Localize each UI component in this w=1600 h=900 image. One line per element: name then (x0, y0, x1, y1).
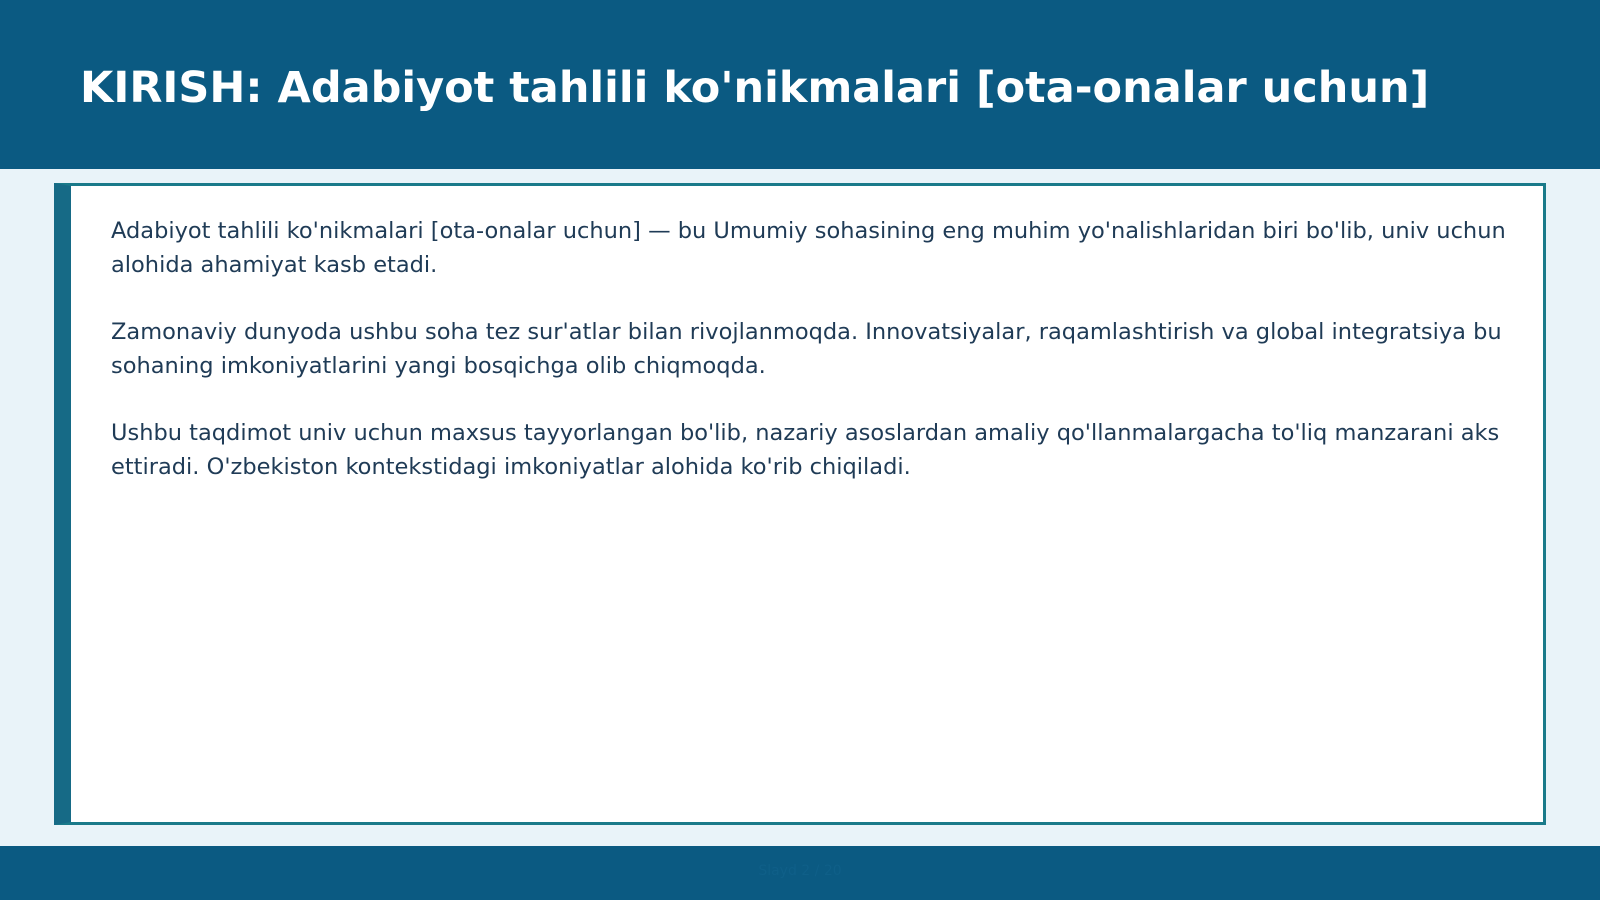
paragraph-1: Adabiyot tahlili ko'nikmalari [ota-onalar uchun] — bu Umumiy sohasining eng muhim yo'nalishlaridan biri bo'lib, univ uchun alohida ahamiyat kasb etadi. (111, 218, 1506, 278)
slide-title: KIRISH: Adabiyot tahlili ko'nikmalari [ota-onalar uchun] (80, 63, 1430, 113)
slide-header (0, 0, 1600, 169)
content-body (111, 214, 1516, 517)
slide-footer (0, 846, 1600, 900)
slide-number: Slayd 2 / 20 (758, 863, 842, 879)
content-card (54, 183, 1546, 825)
paragraph-2: Zamonaviy dunyoda ushbu soha tez sur'atlar bilan rivojlanmoqda. Innovatsiyalar, raqamlashtirish va global integratsiya bu sohaning imkoniyatlarini yangi bosqichga olib chiqmoqda. (111, 319, 1502, 379)
paragraph-3: Ushbu taqdimot univ uchun maxsus tayyorlangan bo'lib, nazariy asoslardan amaliy qo'llanmalargacha to'liq manzarani aks ettiradi. O'zbekiston kontekstidagi imkoniyatlar alohida ko'rib chiqiladi. (111, 420, 1500, 480)
